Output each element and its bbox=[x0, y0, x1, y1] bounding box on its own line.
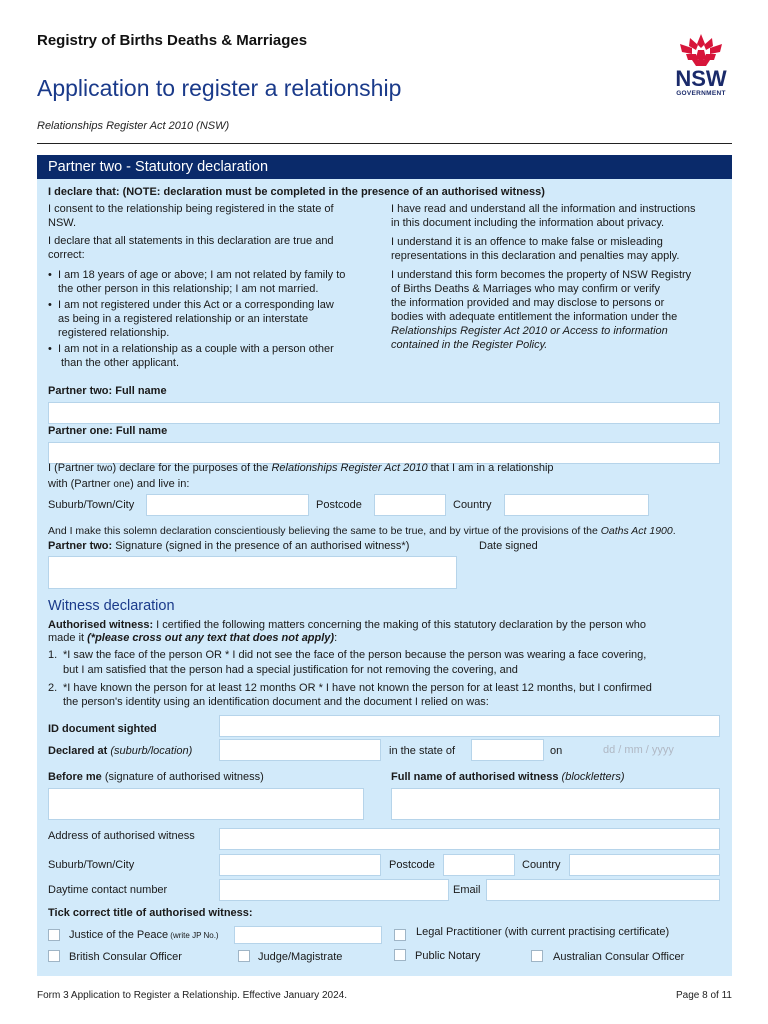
bullet-registered-line-2: as being in a registered relationship or an interstate bbox=[58, 313, 309, 325]
legal-practitioner-checkbox[interactable] bbox=[394, 929, 406, 941]
witness-postcode-input[interactable] bbox=[443, 854, 515, 876]
witness-postcode-label: Postcode bbox=[389, 859, 435, 871]
offence-line-1: I understand it is an offence to make false or misleading bbox=[391, 236, 663, 248]
witness-item-2-line-1: *I have known the person for at least 12 months OR * I have not known the person for at least 12 months, but I confirmed bbox=[63, 682, 652, 694]
nsw-government-logo bbox=[668, 32, 734, 100]
before-me-label: Before me (signature of authorised witness) bbox=[48, 771, 264, 783]
country-label: Country bbox=[453, 499, 492, 511]
public-notary-label: Public Notary bbox=[415, 950, 481, 962]
bullet-couple-line-2: than the other applicant. bbox=[61, 357, 180, 369]
email-label: Email bbox=[453, 884, 481, 896]
property-line-6: contained in the Register Policy. bbox=[391, 339, 548, 351]
consent-line-2: NSW. bbox=[48, 217, 77, 229]
solemn-declaration: And I make this solemn declaration conscientiously believing the same to be true, and by virtue of the provisions of the Oaths Act 1900. bbox=[48, 525, 676, 537]
consent-line-1: I consent to the relationship being registered in the state of bbox=[48, 203, 334, 215]
declaration-sentence-line-1: I (Partner two) declare for the purposes of the Relationships Register Act 2010 that I am in a relationship bbox=[48, 462, 554, 474]
bullet-age-line-1: • I am 18 years of age or above; I am not related by family to bbox=[58, 268, 345, 282]
legal-practitioner-label: Legal Practitioner (with current practising certificate) bbox=[416, 926, 670, 938]
declared-at-label: Declared at (suburb/location) bbox=[48, 745, 193, 757]
witness-suburb-label: Suburb/Town/City bbox=[48, 859, 135, 871]
organisation-name: Registry of Births Deaths & Marriages bbox=[37, 32, 308, 49]
witness-country-label: Country bbox=[522, 859, 561, 871]
witness-item-1-line-2: but I am satisfied that the person had a special justification for not removing the covering, and bbox=[63, 664, 518, 676]
id-document-label: ID document sighted bbox=[48, 723, 157, 735]
judge-magistrate-checkbox[interactable] bbox=[238, 950, 250, 962]
property-line-1: I understand this form becomes the property of NSW Registry bbox=[391, 269, 692, 281]
email-input[interactable] bbox=[486, 879, 720, 901]
witness-address-input[interactable] bbox=[219, 828, 720, 850]
british-consular-label: British Consular Officer bbox=[69, 951, 182, 963]
partner-two-signature-box[interactable] bbox=[48, 556, 457, 589]
public-notary-checkbox[interactable] bbox=[394, 949, 406, 961]
postcode-label: Postcode bbox=[316, 499, 362, 511]
bullet-couple-line-1: • I am not in a relationship as a couple with a person other bbox=[58, 342, 334, 356]
country-input[interactable] bbox=[504, 494, 649, 516]
date-signed-label: Date signed bbox=[479, 540, 538, 552]
phone-label: Daytime contact number bbox=[48, 884, 168, 896]
jp-label: Justice of the Peace (write JP No.) bbox=[69, 929, 219, 941]
australian-consular-checkbox[interactable] bbox=[531, 950, 543, 962]
witness-intro-line-1: Authorised witness: I certified the following matters concerning the making of this statutory declaration by the person who bbox=[48, 619, 646, 631]
true-statement-line-1: I declare that all statements in this declaration are true and bbox=[48, 235, 334, 247]
suburb-label: Suburb/Town/City bbox=[48, 499, 135, 511]
read-understand-line-2: in this document including the information about privacy. bbox=[391, 217, 665, 229]
witness-item-1-line-1: *I saw the face of the person OR * I did not see the face of the person because the person was wearing a face covering, bbox=[63, 649, 647, 661]
judge-magistrate-label: Judge/Magistrate bbox=[258, 951, 343, 963]
id-document-input[interactable] bbox=[219, 715, 720, 737]
witness-full-name-input[interactable] bbox=[391, 788, 720, 820]
witness-intro-line-2: made it (*please cross out any text that does not apply): bbox=[48, 632, 338, 644]
declared-at-input[interactable] bbox=[219, 739, 381, 761]
property-line-3: the information provided and may disclose to persons or bbox=[391, 297, 665, 309]
bullet-age-line-2: the other person in this relationship; I am not married. bbox=[58, 283, 319, 295]
true-statement-line-2: correct: bbox=[48, 249, 85, 261]
state-input[interactable] bbox=[471, 739, 544, 761]
section-title-bar: Partner two - Statutory declaration bbox=[37, 155, 732, 179]
logo-subtext: GOVERNMENT bbox=[676, 90, 726, 97]
logo-wordmark: NSW bbox=[675, 66, 727, 91]
read-understand-line-1: I have read and understand all the information and instructions bbox=[391, 203, 696, 215]
witness-suburb-input[interactable] bbox=[219, 854, 381, 876]
on-label: on bbox=[550, 745, 563, 757]
witness-signature-box[interactable] bbox=[48, 788, 364, 820]
partner-one-name-label: Partner one: Full name bbox=[48, 425, 168, 437]
property-line-4: bodies with adequate entitlement the information under the bbox=[391, 311, 678, 323]
witness-country-input[interactable] bbox=[569, 854, 720, 876]
footer-form-info: Form 3 Application to Register a Relationship. Effective January 2024. bbox=[37, 990, 347, 1001]
witness-full-name-label: Full name of authorised witness (blockletters) bbox=[391, 771, 625, 783]
property-line-5: Relationships Register Act 2010 or Access to information bbox=[391, 325, 668, 337]
witness-item-1-number: 1. bbox=[48, 649, 58, 661]
declared-date-placeholder[interactable]: dd / mm / yyyy bbox=[603, 744, 674, 756]
suburb-input[interactable] bbox=[146, 494, 309, 516]
act-reference: Relationships Register Act 2010 (NSW) bbox=[37, 120, 230, 132]
witness-item-2-line-2: the person's identity using an identification document and the document I relied on was: bbox=[63, 696, 489, 708]
phone-input[interactable] bbox=[219, 879, 449, 901]
tick-title-label: Tick correct title of authorised witness: bbox=[48, 907, 253, 919]
header-divider bbox=[37, 143, 732, 144]
declare-intro: I declare that: (NOTE: declaration must be completed in the presence of an authorised witness) bbox=[48, 186, 545, 198]
partner-two-name-input[interactable] bbox=[48, 402, 720, 424]
page-title: Application to register a relationship bbox=[37, 75, 402, 101]
offence-line-2: representations in this declaration and penalties may apply. bbox=[391, 250, 680, 262]
jp-number-input[interactable] bbox=[234, 926, 382, 944]
witness-item-2-number: 2. bbox=[48, 682, 58, 694]
partner-two-name-label: Partner two: Full name bbox=[48, 385, 167, 397]
australian-consular-label: Australian Consular Officer bbox=[553, 951, 685, 963]
witness-declaration-title: Witness declaration bbox=[48, 598, 175, 614]
witness-address-label: Address of authorised witness bbox=[48, 830, 195, 842]
bullet-registered-line-1: • I am not registered under this Act or a corresponding law bbox=[58, 298, 334, 312]
state-label: in the state of bbox=[389, 745, 456, 757]
partner-two-signature-label: Partner two: Signature (signed in the presence of an authorised witness*) bbox=[48, 540, 410, 552]
bullet-registered-line-3: registered relationship. bbox=[58, 327, 170, 339]
declaration-sentence-line-2: with (Partner one) and live in: bbox=[48, 478, 190, 490]
waratah-icon bbox=[668, 32, 734, 68]
property-line-2: of Births Deaths & Marriages who may confirm or verify bbox=[391, 283, 660, 295]
footer-page-number: Page 8 of 11 bbox=[676, 990, 732, 1001]
jp-checkbox[interactable] bbox=[48, 929, 60, 941]
postcode-input[interactable] bbox=[374, 494, 446, 516]
british-consular-checkbox[interactable] bbox=[48, 950, 60, 962]
